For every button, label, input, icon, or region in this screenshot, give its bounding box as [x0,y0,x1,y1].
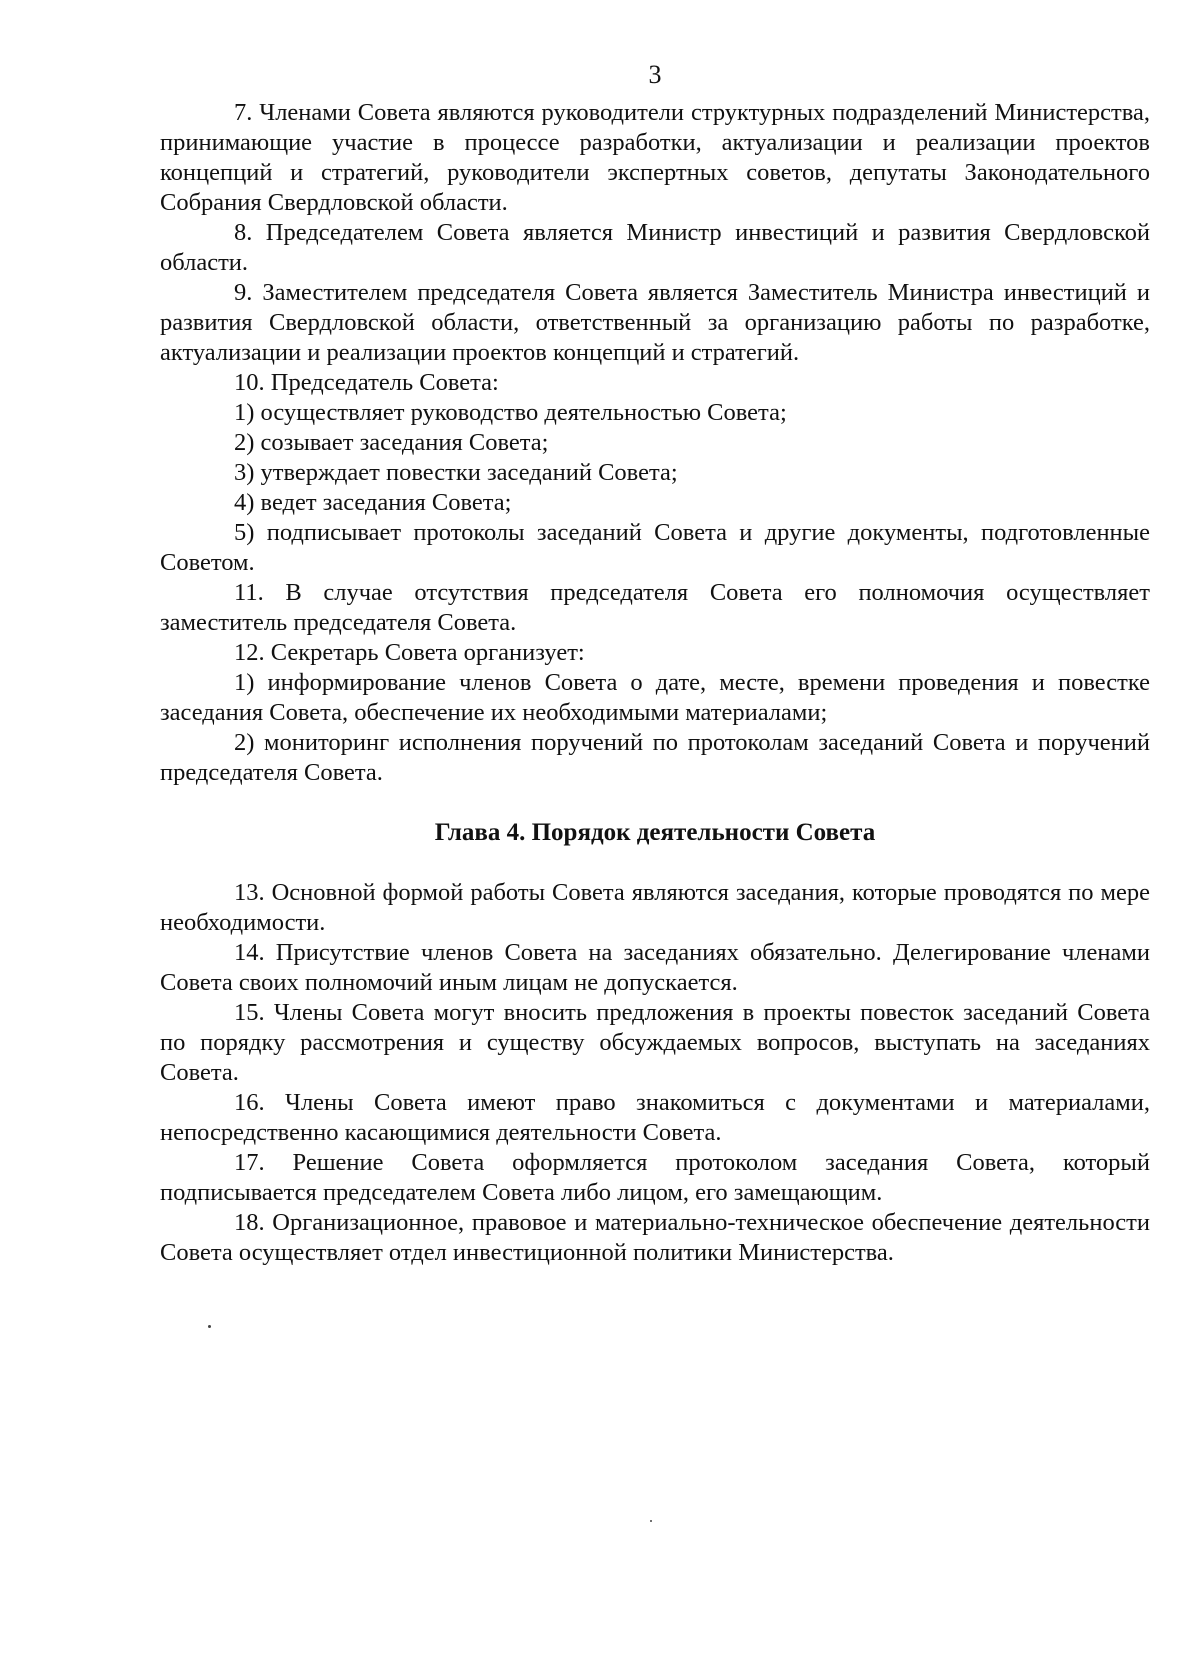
list-item: 1) осуществляет руководство деятельностью Совета; [234,399,787,426]
paragraph: 10. Председатель Совета: [234,369,499,396]
document-page [160,60,1150,1268]
scan-speck [650,1520,652,1522]
section-before [160,98,1150,788]
list-item: 3) утверждает повестки заседаний Совета; [234,459,678,486]
scan-speck [208,1325,211,1328]
list-item: 1) информирование членов Совета о дате, месте, времени проведения и повестке заседания Совета, обеспечение их необходимыми материалами; [160,669,1150,726]
paragraph: 13. Основной формой работы Совета являются заседания, которые проводятся по мере необходимости. [160,879,1150,936]
list-item: 2) созывает заседания Совета; [234,429,549,456]
page-number: 3 [648,60,662,89]
paragraph: 7. Членами Совета являются руководители структурных подразделений Министерства, принимающие участие в процессе разработки, актуализации и реализации проектов концепций и стратегий, руководители экспертных советов, депутаты Законодательного Собрания Свердловской области. [160,99,1150,216]
paragraph: 16. Члены Совета имеют право знакомиться с документами и материалами, непосредственно касающимися деятельности Совета. [160,1089,1150,1146]
list-item: 2) мониторинг исполнения поручений по протоколам заседаний Совета и поручений председателя Совета. [160,729,1150,786]
paragraph: 18. Организационное, правовое и материально-техническое обеспечение деятельности Совета осуществляет отдел инвестиционной политики Министерства. [160,1209,1150,1266]
paragraph: 11. В случае отсутствия председателя Совета его полномочия осуществляет заместитель председателя Совета. [160,579,1150,636]
paragraph: 17. Решение Совета оформляется протоколом заседания Совета, который подписывается председателем Совета либо лицом, его замещающим. [160,1149,1150,1206]
paragraph: 14. Присутствие членов Совета на заседаниях обязательно. Делегирование членами Совета своих полномочий иным лицам не допускается. [160,939,1150,996]
section-after [160,878,1150,1268]
list-item: 5) подписывает протоколы заседаний Совета и другие документы, подготовленные Советом. [160,519,1150,576]
paragraph: 12. Секретарь Совета организует: [234,639,585,666]
paragraph: 15. Члены Совета могут вносить предложения в проекты повесток заседаний Совета по порядку рассмотрения и существу обсуждаемых вопросов, выступать на заседаниях Совета. [160,999,1150,1086]
paragraph: 9. Заместителем председателя Совета является Заместитель Министра инвестиций и развития Свердловской области, ответственный за организацию работы по разработке, актуализации и реализации проектов концепций и стратегий. [160,279,1150,366]
chapter-title: Глава 4. Порядок деятельности Совета [434,819,876,846]
list-item: 4) ведет заседания Совета; [234,489,512,516]
paragraph: 8. Председателем Совета является Министр инвестиций и развития Свердловской области. [160,219,1150,276]
